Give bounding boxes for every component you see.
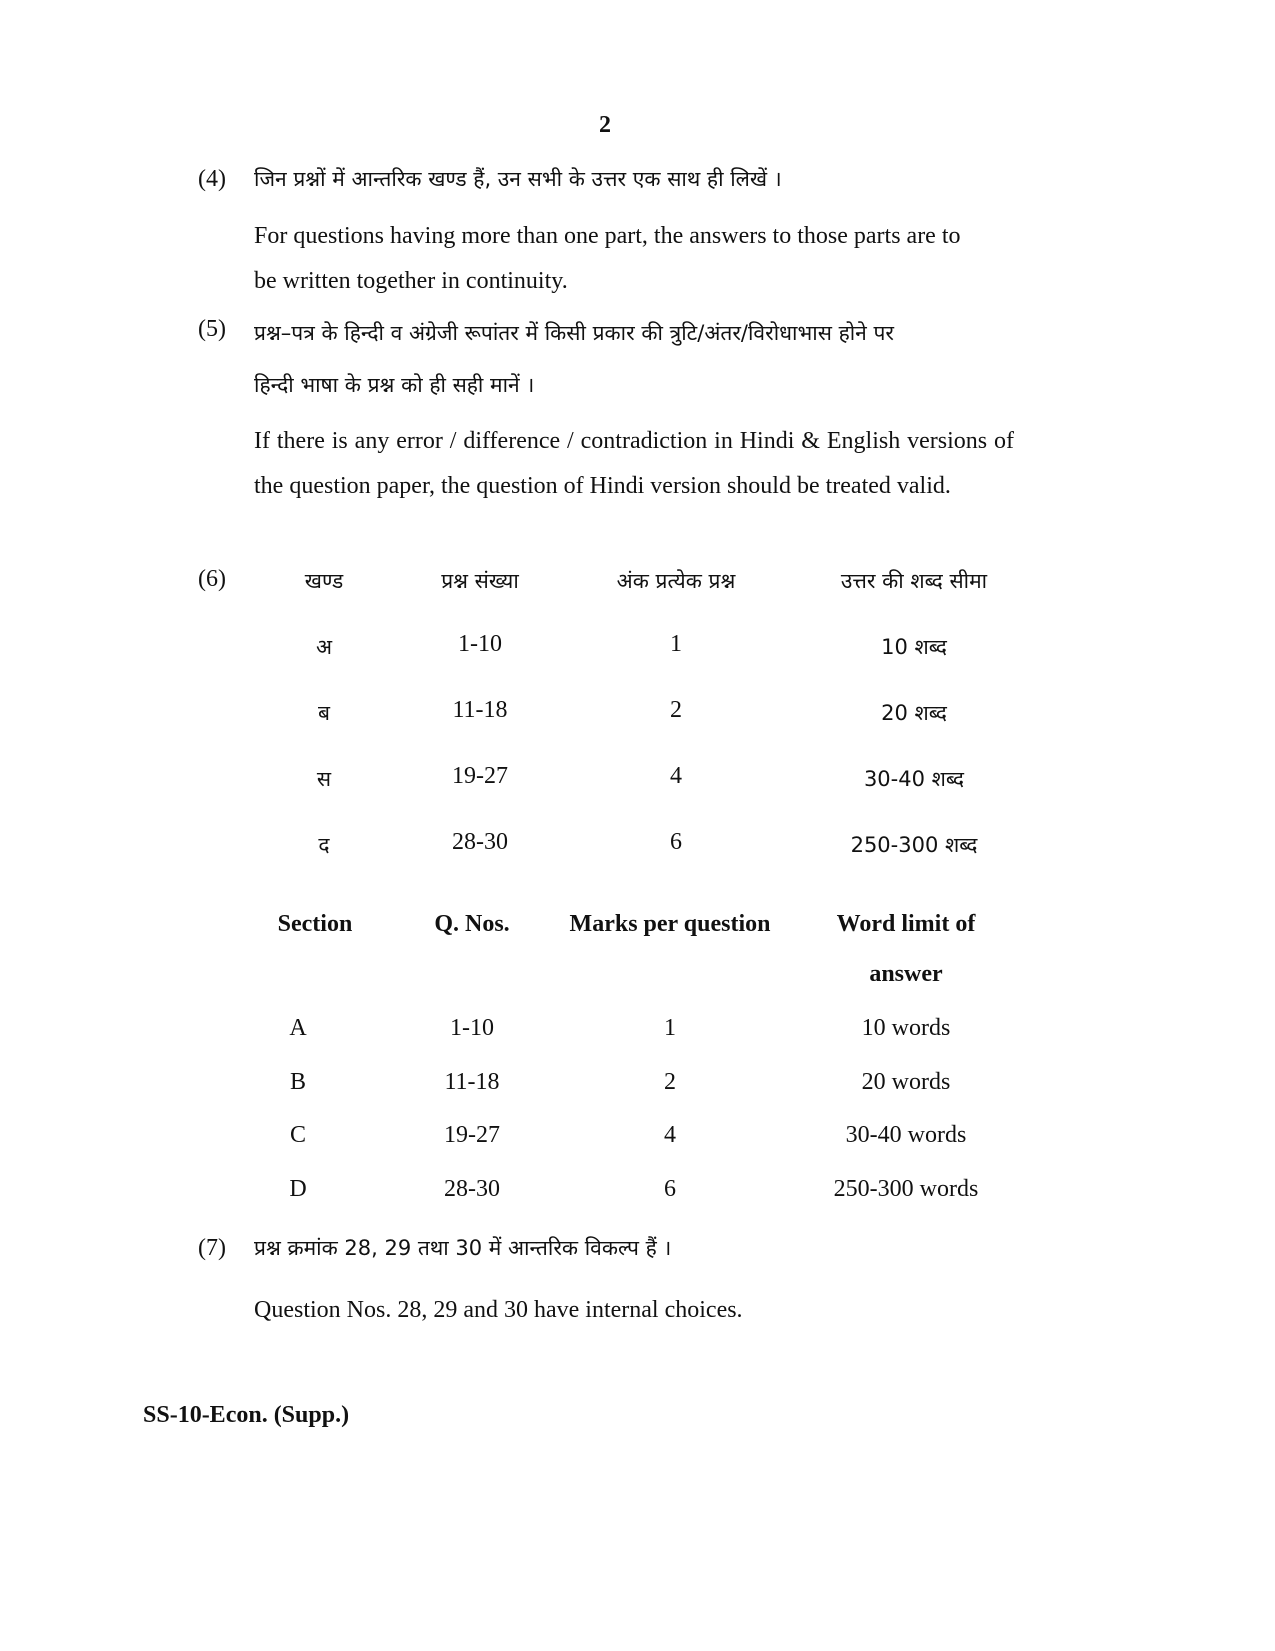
table-cell: 11-18 [452,697,508,723]
table-header: Q. Nos. [434,911,510,937]
instruction-hindi-line: हिन्दी भाषा के प्रश्न को ही सही मानें । [254,373,535,397]
table-header: Marks per question [569,911,771,937]
table-cell: स [316,767,332,791]
item-number: (6) [198,566,226,592]
table-cell: 10 words [861,1015,951,1041]
table-header: उत्तर की शब्द सीमा [840,569,988,593]
table-cell: 2 [664,1069,676,1095]
table-header: अंक प्रत्येक प्रश्न [616,569,736,593]
table-cell: 1-10 [458,631,502,657]
table-header: Section [277,911,353,937]
table-cell: C [289,1122,306,1148]
table-cell: 11-18 [444,1069,500,1095]
table-cell: अ [315,635,333,659]
table-cell: 19-27 [444,1122,500,1148]
table-cell: 28-30 [444,1176,500,1202]
table-cell: D [289,1176,307,1202]
table-cell: 250-300 शब्द [850,833,978,857]
table-cell: B [289,1069,306,1095]
table-cell: 30-40 words [845,1122,967,1148]
table-cell: 2 [670,697,682,723]
table-cell: ब [318,701,330,725]
table-cell: 19-27 [452,763,508,789]
table-cell: 20 शब्द [881,701,947,725]
instruction-english: If there is any error / difference / contradiction in Hindi & English versions of the question paper, the question of Hindi version should be treated valid. [254,428,1014,499]
table-cell: द [318,833,330,857]
instruction-english-line: be written together in continuity. [254,268,568,294]
table-cell: 1-10 [450,1015,494,1041]
instruction-hindi-line: प्रश्न–पत्र के हिन्दी व अंग्रेजी रूपांतर में किसी प्रकार की त्रुटि/अंतर/विरोधाभास होने पर [254,321,894,345]
instruction-english: Question Nos. 28, 29 and 30 have internal choices. [254,1297,743,1323]
table-cell: 1 [664,1015,676,1041]
table-header: Word limit of answer [836,911,976,987]
item-number: (4) [198,166,226,192]
table-cell: 6 [664,1176,676,1202]
instruction-english-line: For questions having more than one part, the answers to those parts are to [254,223,961,249]
page-number: 2 [599,112,611,138]
table-header: प्रश्न संख्या [441,569,519,593]
table-cell: A [289,1015,307,1041]
table-cell: 1 [670,631,682,657]
instruction-6 [198,557,1018,1202]
table-cell: 28-30 [452,829,508,855]
item-number: (5) [198,316,226,342]
table-cell: 4 [670,763,682,789]
paper-code-footer: SS-10-Econ. (Supp.) [143,1402,350,1428]
table-cell: 30-40 शब्द [863,767,965,791]
instruction-hindi: जिन प्रश्नों में आन्तरिक खण्ड हैं, उन सभी के उत्तर एक साथ ही लिखें । [254,167,782,191]
table-cell: 250-300 words [833,1176,979,1202]
instruction-hindi: प्रश्न क्रमांक 28, 29 तथा 30 में आन्तरिक विकल्प हैं । [254,1236,672,1260]
table-cell: 6 [670,829,682,855]
item-number: (7) [198,1235,226,1261]
table-cell: 10 शब्द [881,635,947,659]
table-cell: 4 [664,1122,676,1148]
table-header: खण्ड [304,569,344,593]
table-cell: 20 words [861,1069,951,1095]
